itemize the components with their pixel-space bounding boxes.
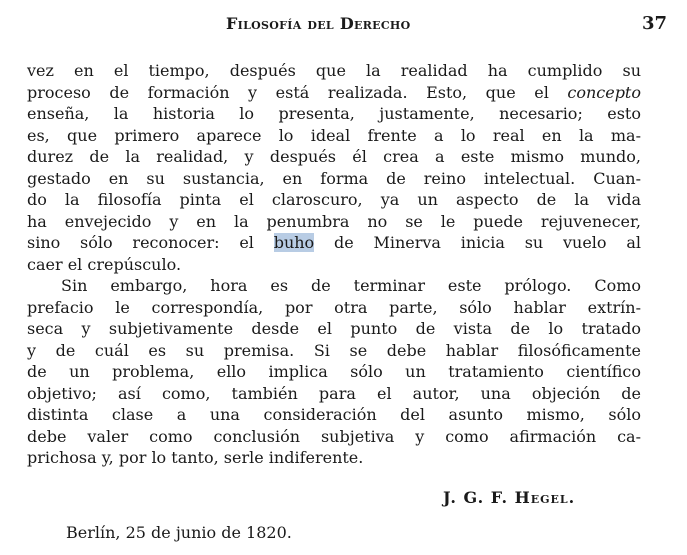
author-initials: J. G. F. — [443, 488, 515, 507]
text-line: vez en el tiempo, después que la realidad ha cumplido su — [27, 61, 641, 80]
text-line: seca y subjetivamente desde el punto de vista de lo tratado — [27, 319, 641, 338]
text-line: prichosa y, por lo tanto, serle indiferente. — [27, 448, 364, 467]
text-line: es, que primero aparece lo ideal frente a lo real en la ma- — [27, 125, 641, 145]
running-title: Filosofía del Derecho — [226, 14, 411, 33]
dateline: Berlín, 25 de junio de 1820. — [66, 523, 292, 542]
text-fragment: proceso de formación y está realizada. Esto, que el — [27, 82, 568, 102]
author-signature — [443, 488, 575, 507]
text-fragment: sino sólo reconocer: el — [27, 233, 274, 252]
text-line: caer el crepúsculo. — [27, 254, 182, 274]
text-line: distinta clase a una consideración del asunto mismo, sólo — [27, 405, 641, 424]
text-line: objetivo; así como, también para el autor, una objeción de — [27, 383, 641, 403]
text-line: prefacio le correspondía, por otra parte, sólo hablar extrín- — [27, 297, 641, 317]
text-line: y de cuál es su premisa. Si se debe hablar filosóficamente — [27, 340, 641, 360]
italic-word: concepto — [567, 82, 641, 102]
text-line: ha envejecido y en la penumbra no se le puede rejuvenecer, — [27, 211, 641, 231]
text-line: debe valer como conclusión subjetiva y como afirmación ca- — [27, 426, 641, 446]
text-line: enseña, la historia lo presenta, justamente, necesario; esto — [27, 104, 641, 123]
text-line — [27, 232, 641, 254]
text-line: do la filosofía pinta el claroscuro, ya un aspecto de la vida — [27, 190, 641, 209]
text-line — [27, 82, 641, 104]
text-line: Sin embargo, hora es de terminar este prólogo. Como — [61, 276, 641, 295]
text-line: durez de la realidad, y después él crea a este mismo mundo, — [27, 147, 641, 166]
page-number: 37 — [641, 13, 667, 34]
highlighted-word[interactable]: buho — [273, 233, 315, 252]
text-fragment: de Minerva inicia su vuelo al — [314, 233, 641, 252]
body-text — [27, 60, 641, 469]
text-line: gestado en su sustancia, en forma de reino intelectual. Cuan- — [27, 168, 641, 188]
text-line: de un problema, ello implica sólo un tratamiento científico — [27, 362, 641, 381]
author-surname: Hegel. — [514, 488, 576, 507]
